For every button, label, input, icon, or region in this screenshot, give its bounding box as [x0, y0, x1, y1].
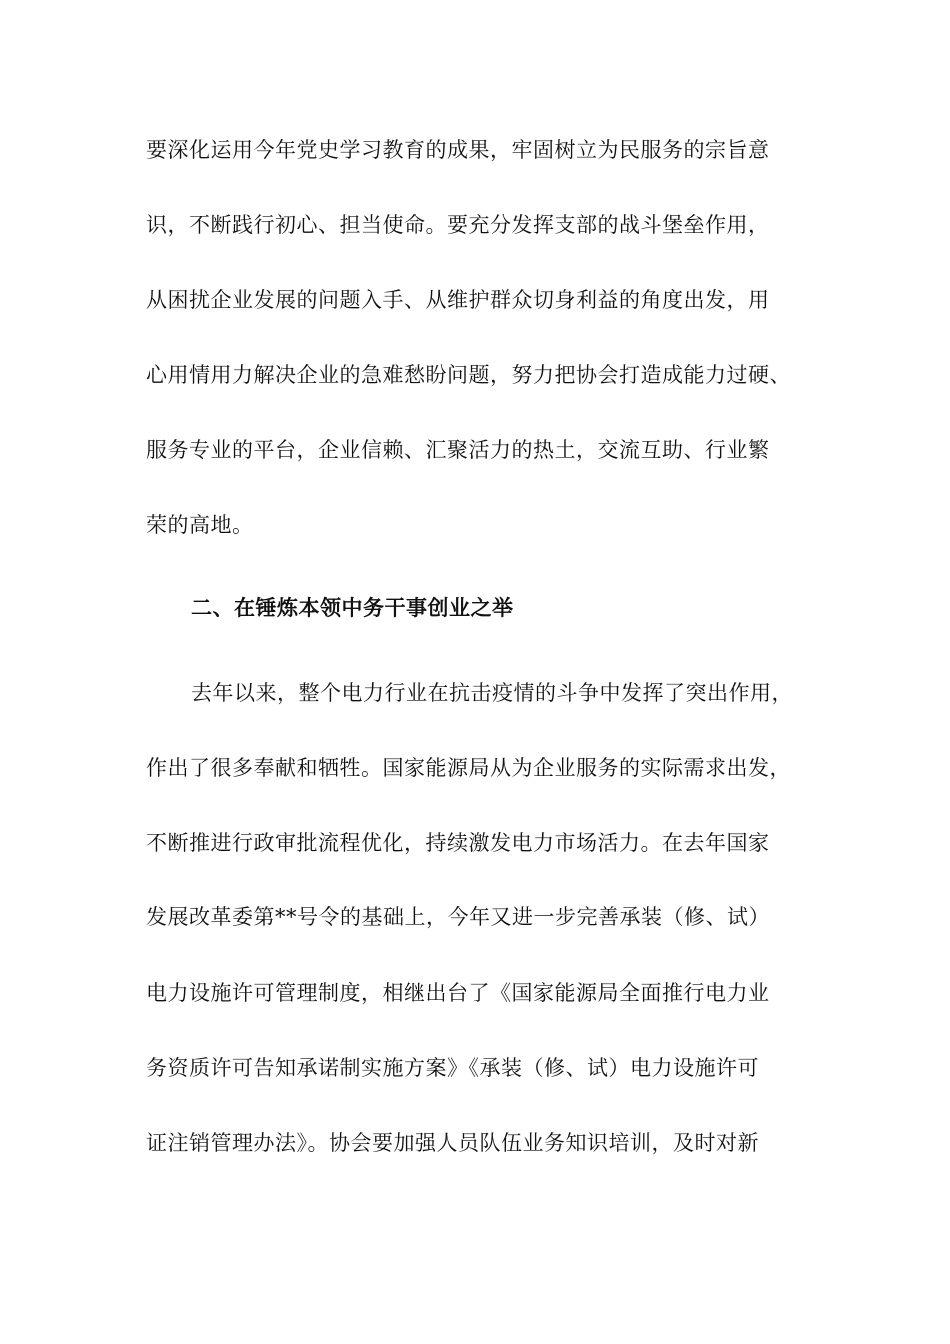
section-2-line-4: 发展改革委第**号令的基础上，今年又进一步完善承装（修、试） — [146, 905, 770, 929]
paragraph-1-line-3: 从困扰企业发展的问题入手、从维护群众切身利益的角度出发，用 — [146, 288, 770, 312]
section-2-line-1: 去年以来，整个电力行业在抗击疫情的斗争中发挥了突出作用， — [191, 681, 793, 705]
paragraph-1-line-5: 服务专业的平台，企业信赖、汇聚活力的热土，交流互助、行业繁 — [146, 438, 770, 462]
section-2-line-3: 不断推进行政审批流程优化，持续激发电力市场活力。在去年国家 — [146, 831, 770, 855]
section-2-line-5: 电力设施许可管理制度，相继出台了《国家能源局全面推行电力业 — [146, 981, 770, 1005]
section-2-line-2: 作出了很多奉献和牺牲。国家能源局从为企业服务的实际需求出发， — [146, 756, 791, 780]
section-2-line-7: 证注销管理办法》。协会要加强人员队伍业务知识培训，及时对新 — [146, 1131, 759, 1155]
section-2-line-6: 务资质许可告知承诺制实施方案》《承装（修、试）电力设施许可 — [146, 1056, 759, 1080]
paragraph-1-line-1: 要深化运用今年党史学习教育的成果，牢固树立为民服务的宗旨意 — [146, 138, 770, 162]
section-2-heading: 二、在锤炼本领中务干事创业之举 — [191, 595, 514, 620]
paragraph-1-line-2: 识，不断践行初心、担当使命。要充分发挥支部的战斗堡垒作用， — [146, 213, 770, 237]
paragraph-1-line-4: 心用情用力解决企业的急难愁盼问题，努力把协会打造成能力过硬、 — [146, 363, 791, 387]
paragraph-1-line-6: 荣的高地。 — [146, 513, 254, 537]
